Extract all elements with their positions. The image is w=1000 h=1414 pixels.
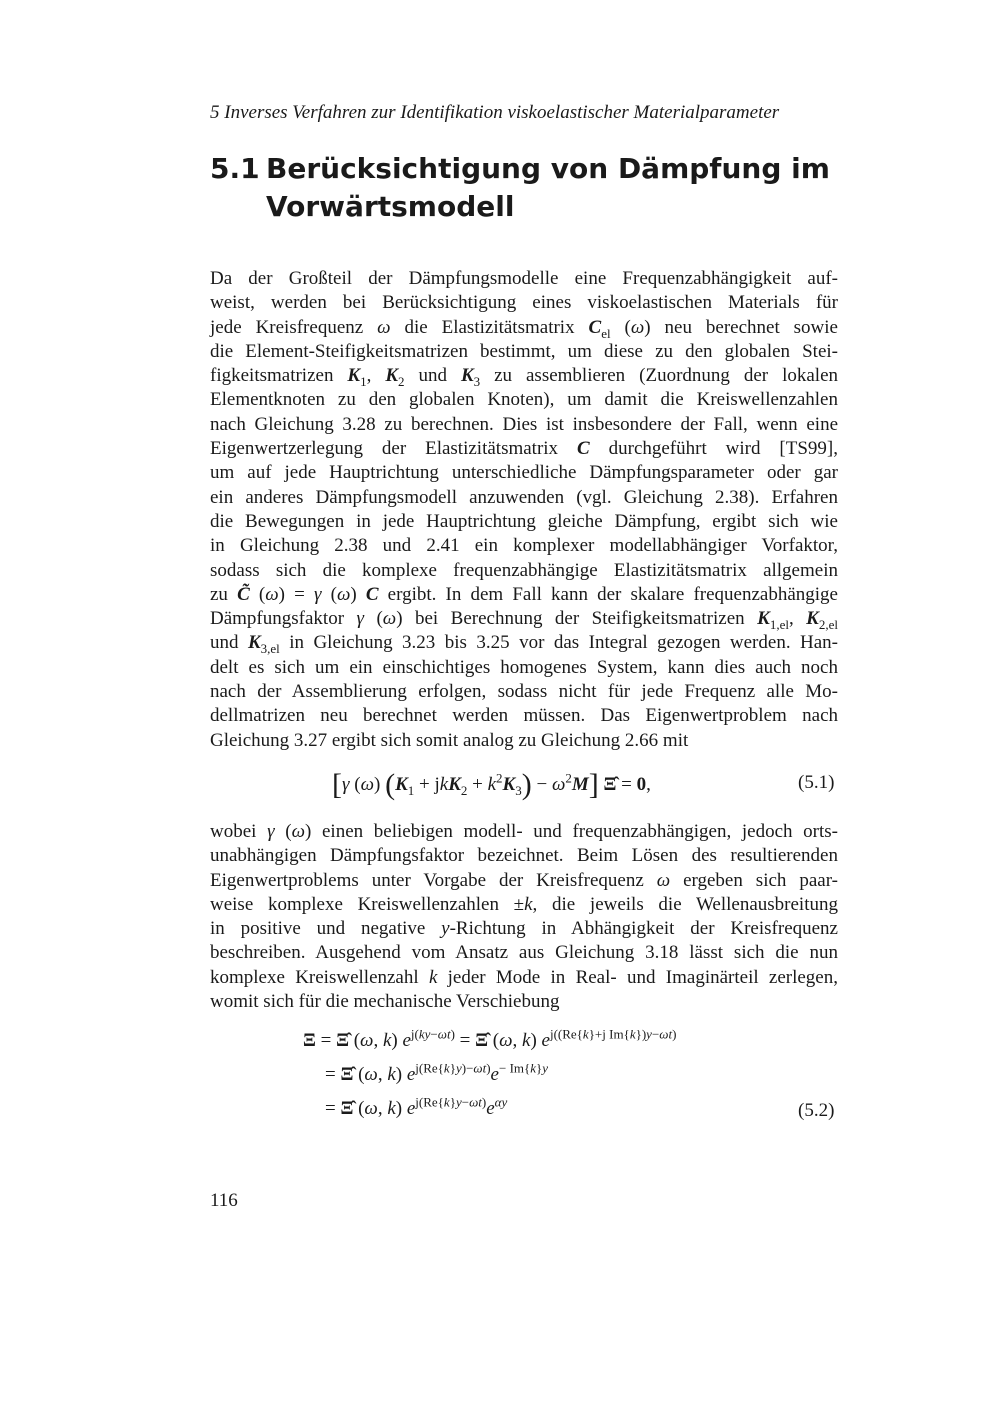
page-number: 116 xyxy=(210,1190,238,1211)
section-title xyxy=(210,150,850,226)
section-title-line2: Vorwärtsmodell xyxy=(266,190,515,223)
paragraph-2: wobei γ (ω) einen beliebigen modell- und frequenzabhängigen, jedoch orts- unabhängigen Dämpfungsfaktor bezeichnet. Beim Lösen des resultierenden Eigenwertproblems unter Vorgabe der Kreisfrequenz ω ergeben sich paar- weise komplexe Kreiswellenzahlen ±k, die jeweils die Wellenausbreitung in positive und negative y-Richtung in Abhängigkeit der Kreisfrequenz beschreiben. Ausgehend vom Ansatz aus Gleichung 3.18 lässt sich die nun komplexe Kreiswellenzahl k jeder Mode in Real- und Imaginärteil zerlegen, womit sich für die mechanische Verschiebung xyxy=(210,821,839,1013)
equation-5-2-line1: Ξ = Ξ̂ (ω, k) $e^{j(ky-\omega t)}$ = Ξ̂ (ω, k) $e^{j((Re\{k\}+j Im\{k\})y-\omega t)}$ xyxy=(303,1026,677,1051)
equation-5-2-line2: = Ξ̂ (ω, k) $e^{j(Re\{k\}y)-\omega t)}e^{- Im\{k\}y}$ xyxy=(325,1060,549,1085)
section-number: 5.1 xyxy=(210,152,260,185)
equation-5-2-line3: = Ξ̂ (ω, k) $e^{j(Re\{k\}y-\omega t)}e^{\alpha y}$ xyxy=(325,1094,508,1119)
equation-number-5-1: (5.1) xyxy=(798,772,835,793)
section-title-line1: Berücksichtigung von Dämpfung im xyxy=(266,152,830,185)
equation-number-5-2: (5.2) xyxy=(798,1100,835,1121)
equation-5-1: [γ (ω) $(K_1 + jkK_2 + k^2K_3) - \omega^2M$] Ξ̂ = 0, xyxy=(332,768,651,801)
running-head: 5 Inverses Verfahren zur Identifikation viskoelastischer Materialparameter xyxy=(210,102,780,123)
paragraph-1: Da der Großteil der Dämpfungsmodelle eine Frequenzabhängigkeit auf- weist, werden bei Berücksichtigung eines viskoelastischen Materials für jede Kreisfrequenz ω die Elastizitätsmatrix $C_{el}$ (ω) neu berechnet sowie die Element-Steifigkeitsmatrizen bestimmt, um diese zu den globalen Stei- figkeitsmatrizen $K_1$, $K_2$ und $K_3$ zu assemblieren (Zuordnung der lokalen Elementknoten zu den globalen Knoten), um damit die Kreiswellenzahlen nach Gleichung 3.28 zu berechnen. Dies ist insbesondere der Fall, wenn eine Eigenwertzerlegung der Elastizitätsmatrix C durchgeführt wird [TS99], um auf jede Hauptrichtung unterschiedliche Dämpfungsparameter oder gar ein anderes Dämpfungsmodell anzuwenden (vgl. Gleichung 2.38). Erfahren die Bewegungen in jede Hauptrichtung gleiche Dämpfung, ergibt sich wie in Gleichung 2.38 und 2.41 ein komplexer modellabhängiger Vorfaktor, sodass sich die komplexe frequenzabhängige Elastizitätsmatrix allgemein zu C̃ (ω) = γ (ω) C ergibt. In dem Fall kann der skalare frequenzabhängige Dämpfungsfaktor γ (ω) bei Berechnung der Steifigkeitsmatrizen $K_{1,el}$, $K_{2,el}$ und $K_{3,el}$ in Gleichung 3.23 bis 3.25 vor das Integral gezogen werden. Han- delt es sich um ein einschichtiges homogenes System, kann dies auch noch nach der Assemblierung erfolgen, sodass nicht für jede Frequenz alle Mo- dellmatrizen neu berechnet werden müssen. Das Eigenwertproblem nach Gleichung 3.27 ergibt sich somit analog zu Gleichung 2.66 mit xyxy=(210,268,839,751)
